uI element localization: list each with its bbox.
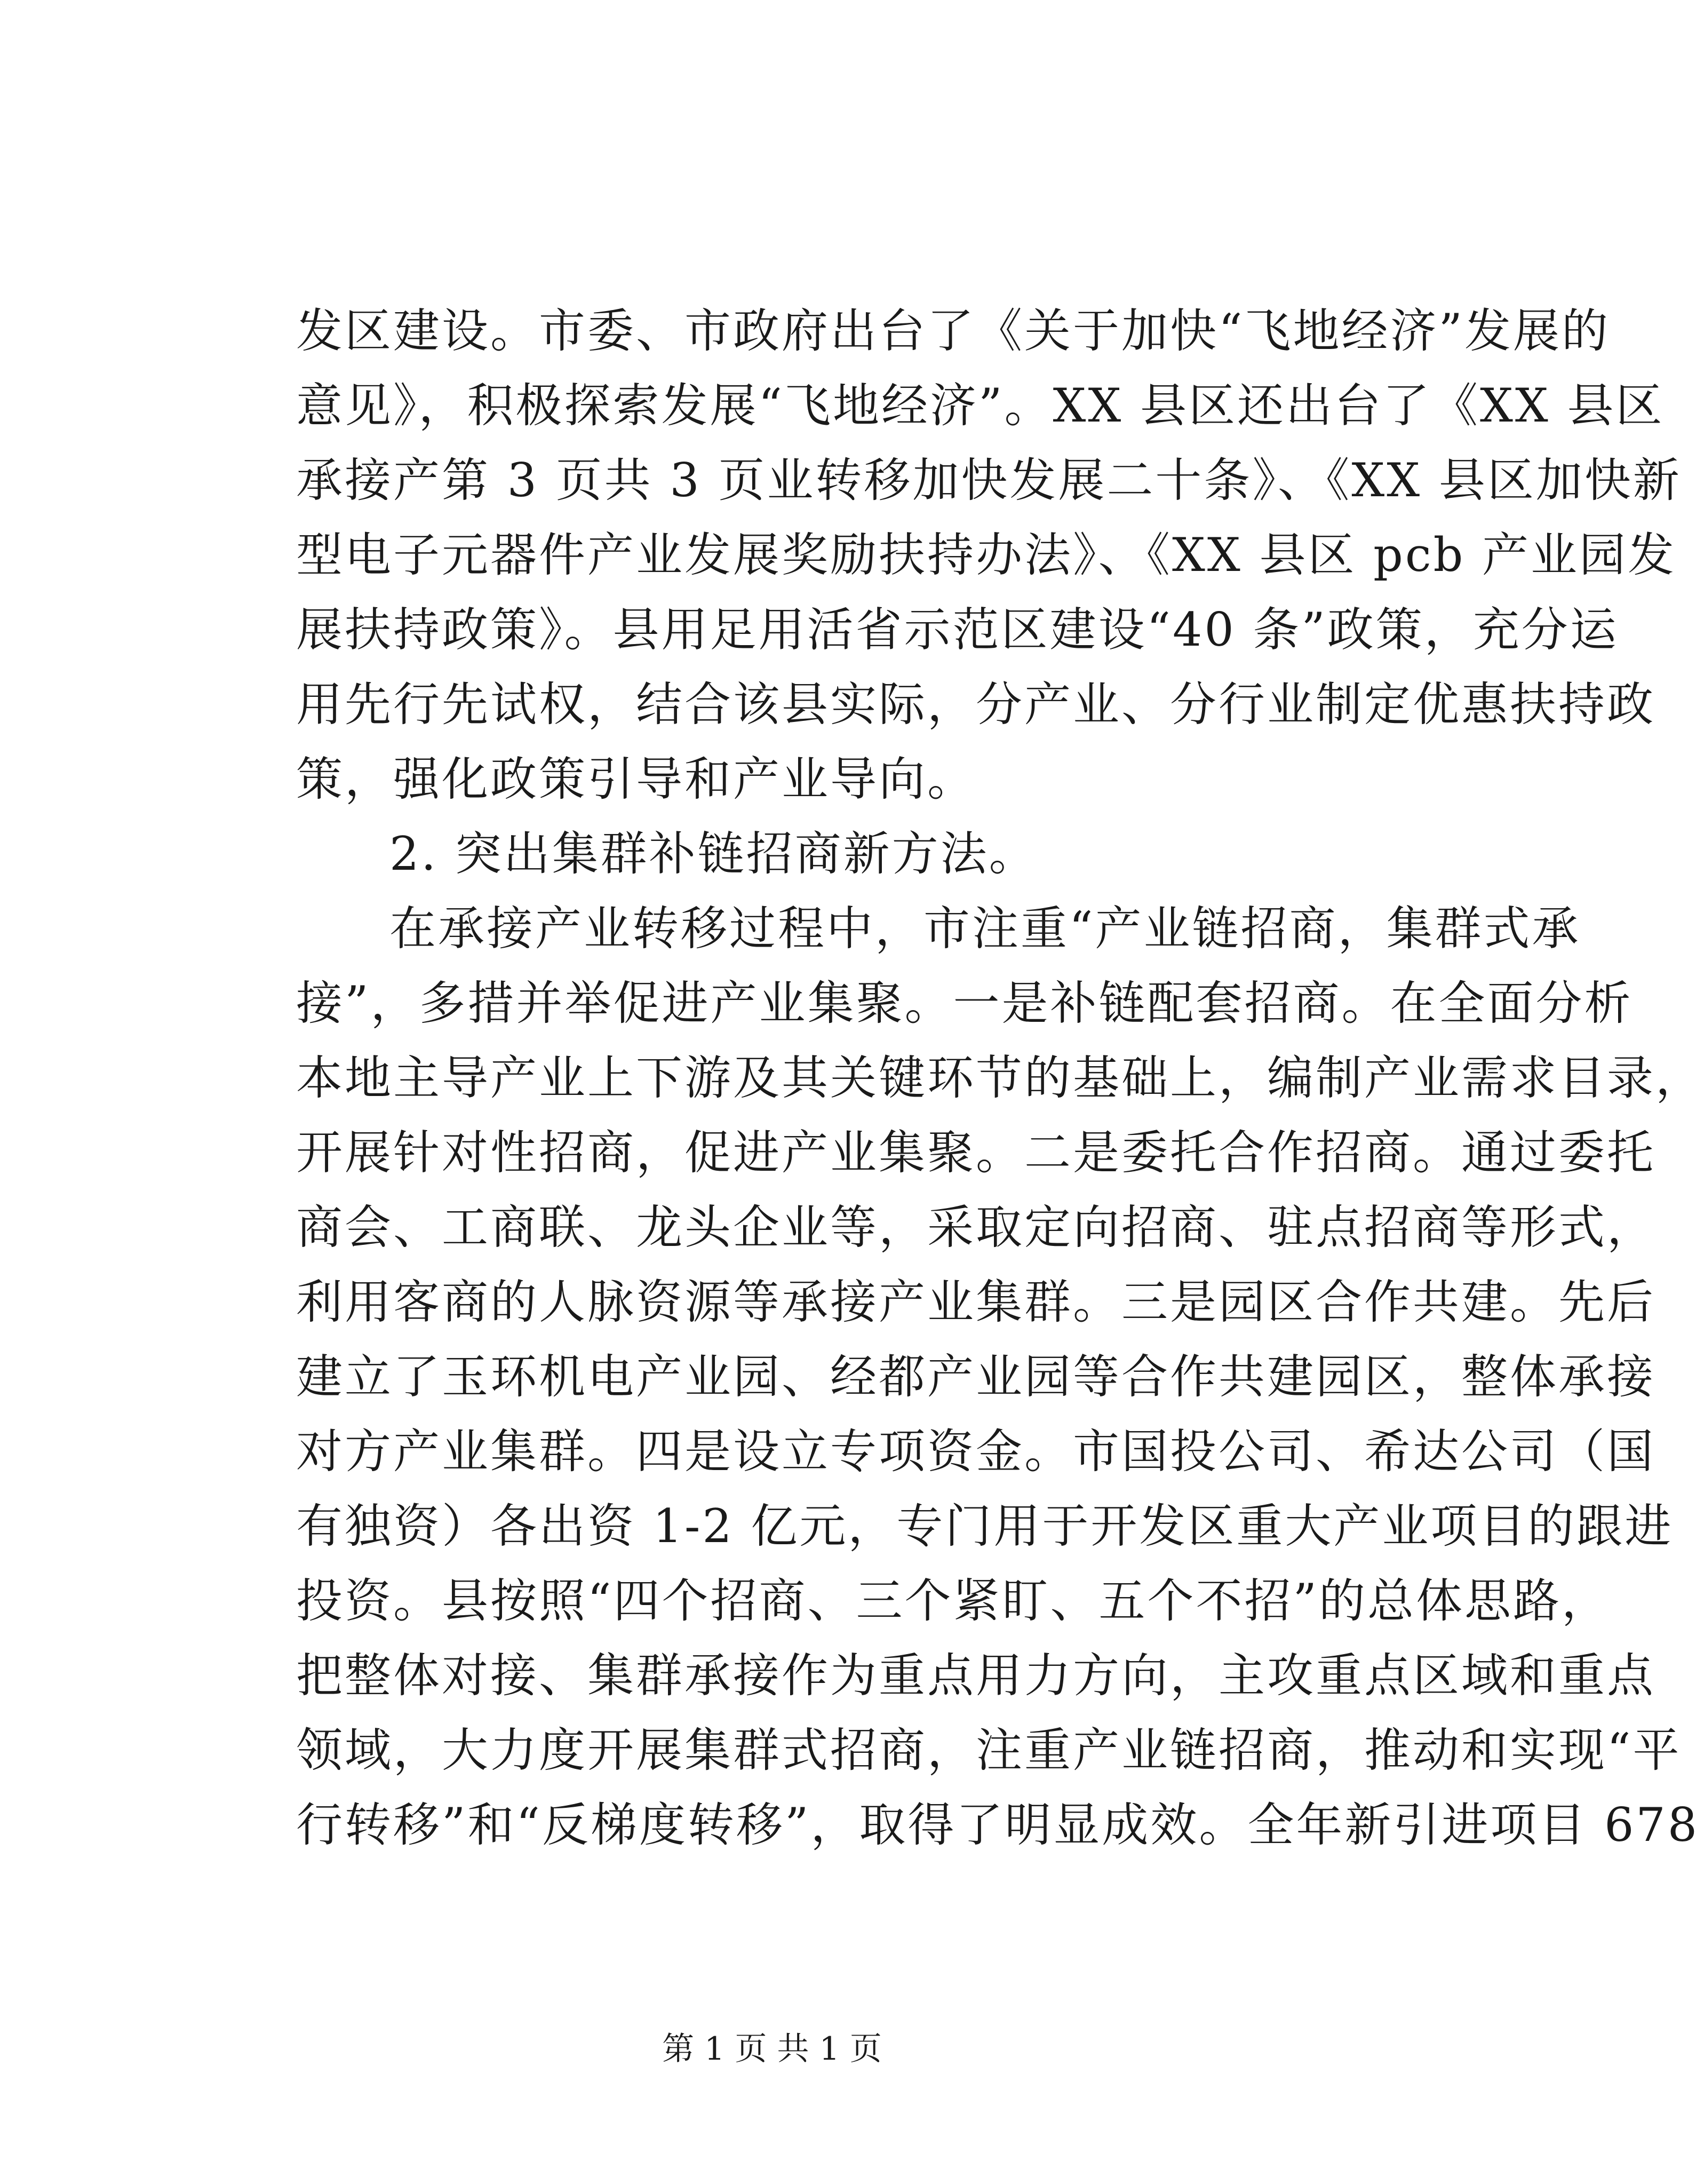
text-line: 投资。县按照“四个招商、三个紧盯、五个不招”的总体思路， [296, 1574, 1610, 1628]
text-line: 接”，多措并举促进产业集聚。一是补链配套招商。在全面分析 [296, 976, 1633, 1030]
page-footer: 第 1 页 共 1 页 [662, 2030, 882, 2068]
text-line: 策，强化政策引导和产业导向。 [296, 752, 976, 806]
text-line: 在承接产业转移过程中，市注重“产业链招商，集群式承 [389, 901, 1581, 956]
text-line: 把整体对接、集群承接作为重点用力方向，主攻重点区域和重点 [296, 1648, 1655, 1703]
text-line: 行转移”和“反梯度转移”，取得了明显成效。全年新引进项目 678 [296, 1798, 1700, 1852]
section-heading: 2. 突出集群补链招商新方法。 [389, 827, 1038, 881]
text-line: 意见》，积极探索发展“飞地经济”。XX 县区还出台了《XX 县区 [296, 378, 1665, 433]
text-line: 承接产第 3 页共 3 页业转移加快发展二十条》、《XX 县区加快新 [296, 453, 1682, 507]
text-line: 建立了玉环机电产业园、经都产业园等合作共建园区，整体承接 [296, 1349, 1655, 1404]
text-line: 有独资）各出资 1-2 亿元，专门用于开发区重大产业项目的跟进 [296, 1499, 1674, 1553]
text-line: 领域，大力度开展集群式招商，注重产业链招商，推动和实现“平 [296, 1723, 1682, 1777]
text-line: 对方产业集群。四是设立专项资金。市国投公司、希达公司（国 [296, 1424, 1655, 1479]
text-line: 型电子元器件产业发展奖励扶持办法》、《XX 县区 pcb 产业园发 [296, 528, 1676, 582]
text-line: 用先行先试权，结合该县实际，分产业、分行业制定优惠扶持政 [296, 677, 1655, 732]
text-line: 发区建设。市委、市政府出台了《关于加快“飞地经济”发展的 [296, 304, 1610, 358]
text-line: 本地主导产业上下游及其关键环节的基础上，编制产业需求目录， [296, 1051, 1704, 1105]
text-line: 商会、工商联、龙头企业等，采取定向招商、驻点招商等形式， [296, 1200, 1655, 1254]
text-line: 利用客商的人脉资源等承接产业集群。三是园区合作共建。先后 [296, 1275, 1655, 1329]
text-line: 展扶持政策》。县用足用活省示范区建设“40 条”政策，充分运 [296, 602, 1619, 657]
text-line: 开展针对性招商，促进产业集聚。二是委托合作招商。通过委托 [296, 1125, 1655, 1180]
